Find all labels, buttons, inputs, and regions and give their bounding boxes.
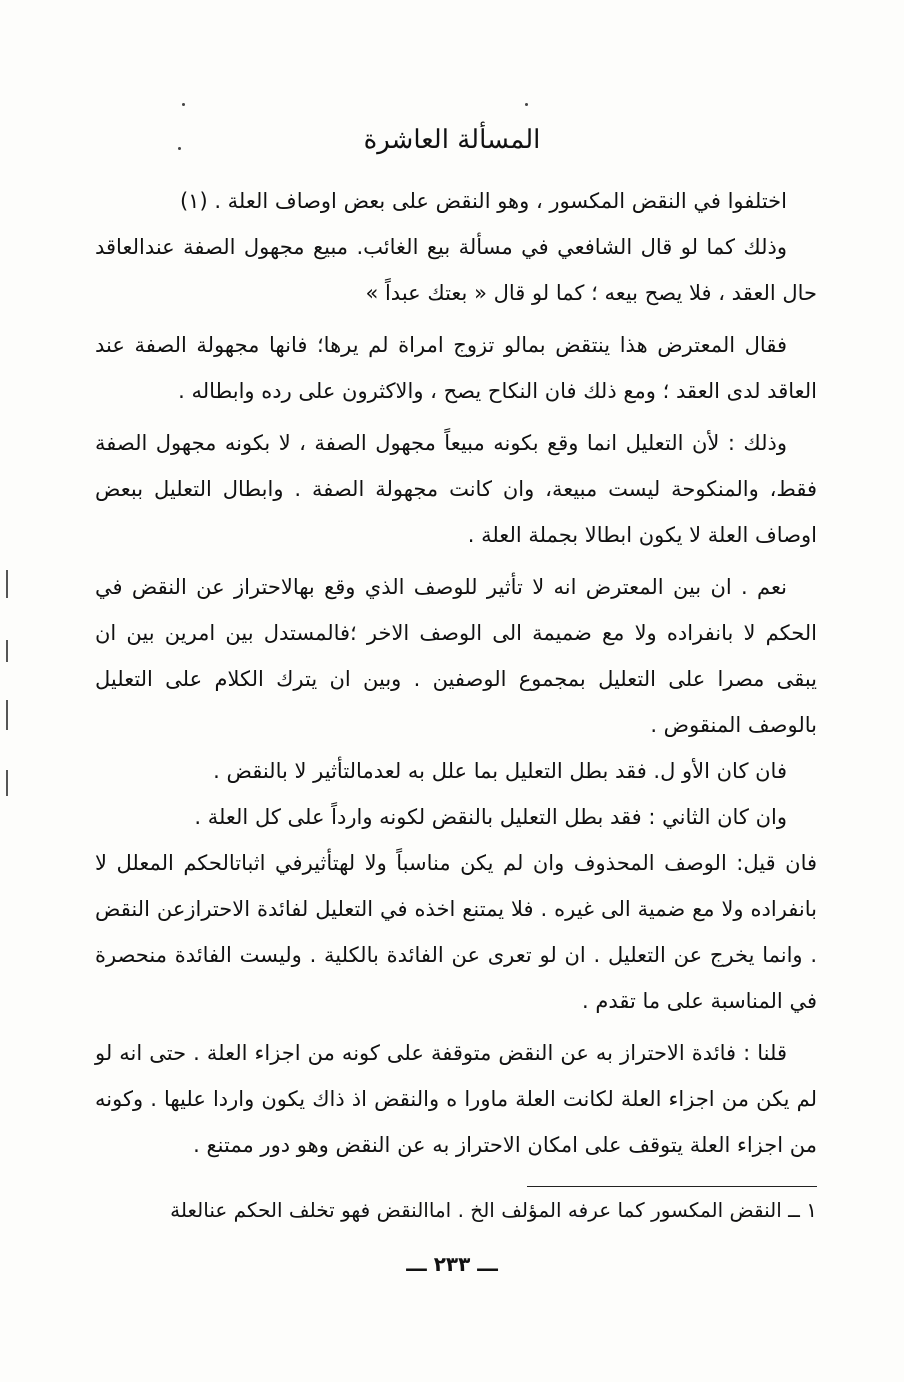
scan-margin-mark xyxy=(6,640,8,662)
page-title: المسألة العاشرة xyxy=(363,125,541,155)
scan-speck xyxy=(182,103,185,106)
paragraph-7: وان كان الثاني : فقد بطل التعليل بالنقض لكونه وارداً على كل العلة . xyxy=(194,805,787,829)
page-number: ـــ ٢٣٣ ـــ xyxy=(406,1252,498,1276)
scan-margin-mark xyxy=(6,700,8,730)
main-text xyxy=(95,178,817,1168)
paragraph-6: فان كان الأو ل. فقد بطل التعليل بما علل به لعدمالتأثير لا بالنقض . xyxy=(213,759,787,783)
footnote-divider xyxy=(527,1186,817,1187)
footnote: ١ ــ النقض المكسور كما عرفه المؤلف الخ . اماالنقض فهو تخلف الحكم عنالعلة xyxy=(170,1198,817,1222)
paragraph-4: وذلك : لأن التعليل انما وقع بكونه مبيعاً مجهول الصفة ، لا بكونه مجهول الصفة فقط، والمنكوحة ليست مبيعة، وان كانت مجهولة الصفة . وابطال التعليل ببعض اوصاف العلة لا يكون ابطالا بجملة العلة . xyxy=(95,431,817,547)
paragraph-1: اختلفوا في النقض المكسور ، وهو النقض على بعض اوصاف العلة . (١) xyxy=(179,189,787,213)
scan-margin-mark xyxy=(6,570,8,598)
paragraph-3: فقال المعترض هذا ينتقض بمالو تزوج امراة لم يرها؛ فانها مجهولة الصفة عند العاقد لدى العقد ؛ ومع ذلك فان النكاح يصح ، والاكثرون على رده وابطاله . xyxy=(95,333,817,403)
scan-speck xyxy=(178,147,181,150)
paragraph-9: قلنا : فائدة الاحتراز به عن النقض متوقفة على كونه من اجزاء العلة . حتى انه لو لم يكن من اجزاء العلة لكانت العلة ماورا ه والنقض اذ ذاك يكون واردا عليها . وكونه من اجزاء العلة يتوقف على امكان الاحتراز به عن النقض وهو دور ممتنع . xyxy=(95,1041,817,1157)
scan-margin-mark xyxy=(6,770,8,796)
paragraph-8: فان قيل: الوصف المحذوف وان لم يكن مناسباً ولا لهتأثيرفي اثباتالحكم المعلل لا بانفراده ولا مع ضمية الى غيره . فلا يمتنع اخذه في التعليل لفائدة الاحترازعن النقض . وانما يخرج عن التعليل . ان لو تعرى عن الفائدة بالكلية . وليست الفائدة منحصرة في المناسبة على ما تقدم . xyxy=(95,851,817,1013)
scan-speck xyxy=(525,103,528,106)
paragraph-5: نعم . ان بين المعترض انه لا تأثير للوصف الذي وقع بهالاحتراز عن النقض في الحكم لا بانفراده ولا مع ضميمة الى الوصف الاخر ؛فالمستدل بين امرين بين ان يبقى مصرا على التعليل بمجموع الوصفين . وبين ان يترك الكلام على التعليل بالوصف المنقوض . xyxy=(95,575,817,737)
paragraph-2: وذلك كما لو قال الشافعي في مسألة بيع الغائب. مبيع مجهول الصفة عندالعاقد حال العقد ، فلا يصح بيعه ؛ كما لو قال « بعتك عبداً » xyxy=(95,235,817,305)
